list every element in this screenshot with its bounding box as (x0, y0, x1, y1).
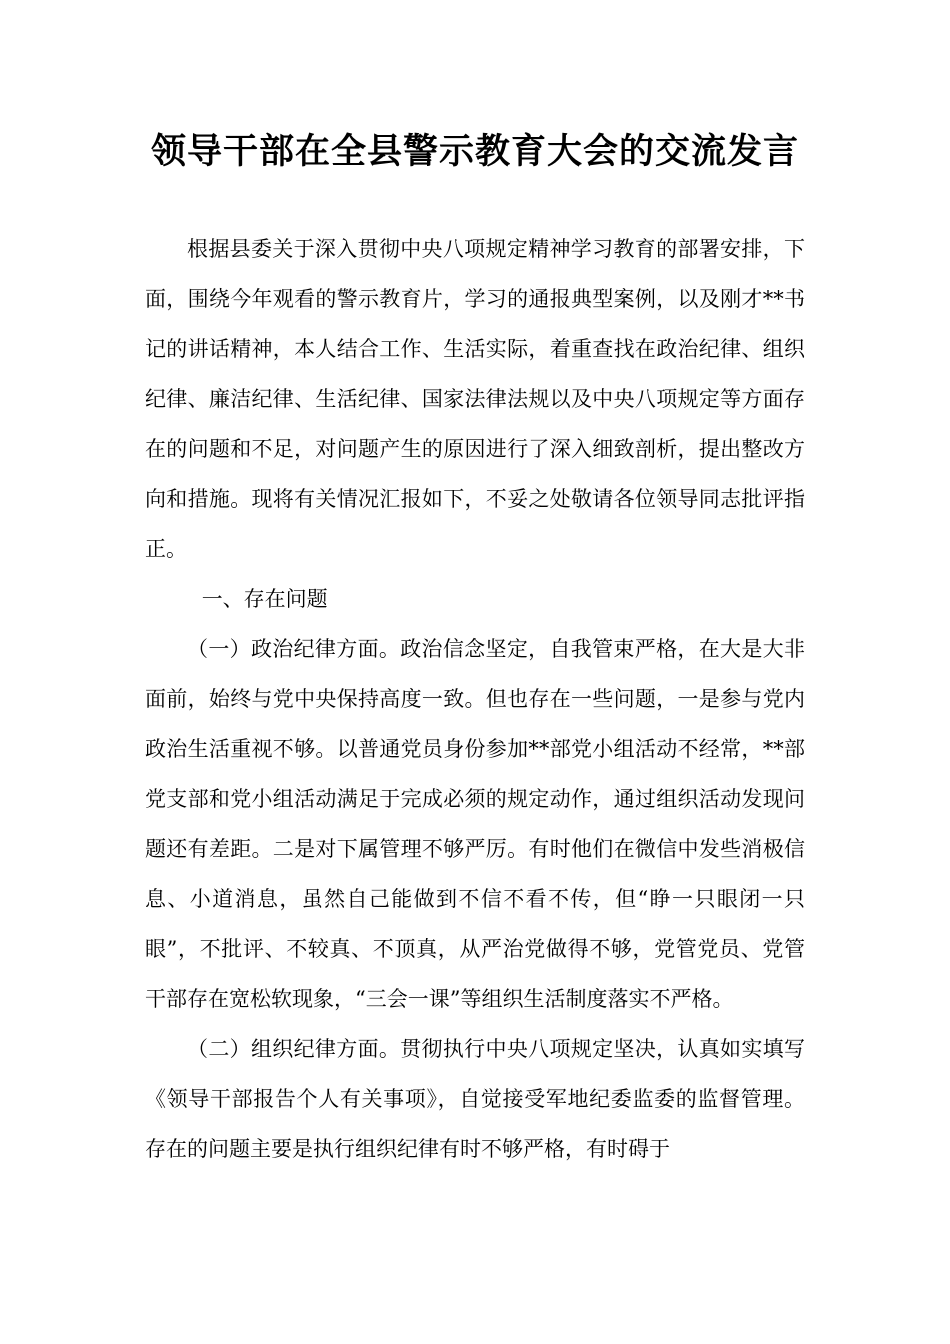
section-heading-problems: 一、存在问题 (201, 587, 328, 611)
intro-paragraph: 根据县委关于深入贯彻中央八项规定精神学习教育的部署安排，下面，围绕今年观看的警示教育片，学习的通报典型案例，以及刚才**书记的讲话精神，本人结合工作、生活实际，着重查找在政治纪律、组织纪律、廉洁纪律、生活纪律、国家法律法规以及中央八项规定等方面存在的问题和不足，对问题产生的原因进行了深入细致剖析，提出整改方向和措施。现将有关情况汇报如下，不妥之处敬请各位领导同志批评指正。 (145, 237, 805, 561)
document-body (145, 224, 805, 1174)
political-discipline-paragraph: （一）政治纪律方面。政治信念坚定，自我管束严格，在大是大非面前，始终与党中央保持高度一致。但也存在一些问题，一是参与党内政治生活重视不够。以普通党员身份参加**部党小组活动不经常，**部党支部和党小组活动满足于完成必须的规定动作，通过组织活动发现问题还有差距。二是对下属管理不够严厉。有时他们在微信中发些消极信息、小道消息，虽然自己能做到不信不看不传，但“睁一只眼闭一只眼”，不批评、不较真、不顶真，从严治党做得不够，党管党员、党管干部存在宽松软现象，“三会一课”等组织生活制度落实不严格。 (145, 637, 805, 1011)
document-title: 领导干部在全县警示教育大会的交流发言 (150, 132, 799, 172)
organizational-discipline-paragraph: （二）组织纪律方面。贯彻执行中央八项规定坚决，认真如实填写《领导干部报告个人有关事项》，自觉接受军地纪委监委的监督管理。存在的问题主要是执行组织纪律有时不够严格，有时碍于 (145, 1037, 805, 1161)
